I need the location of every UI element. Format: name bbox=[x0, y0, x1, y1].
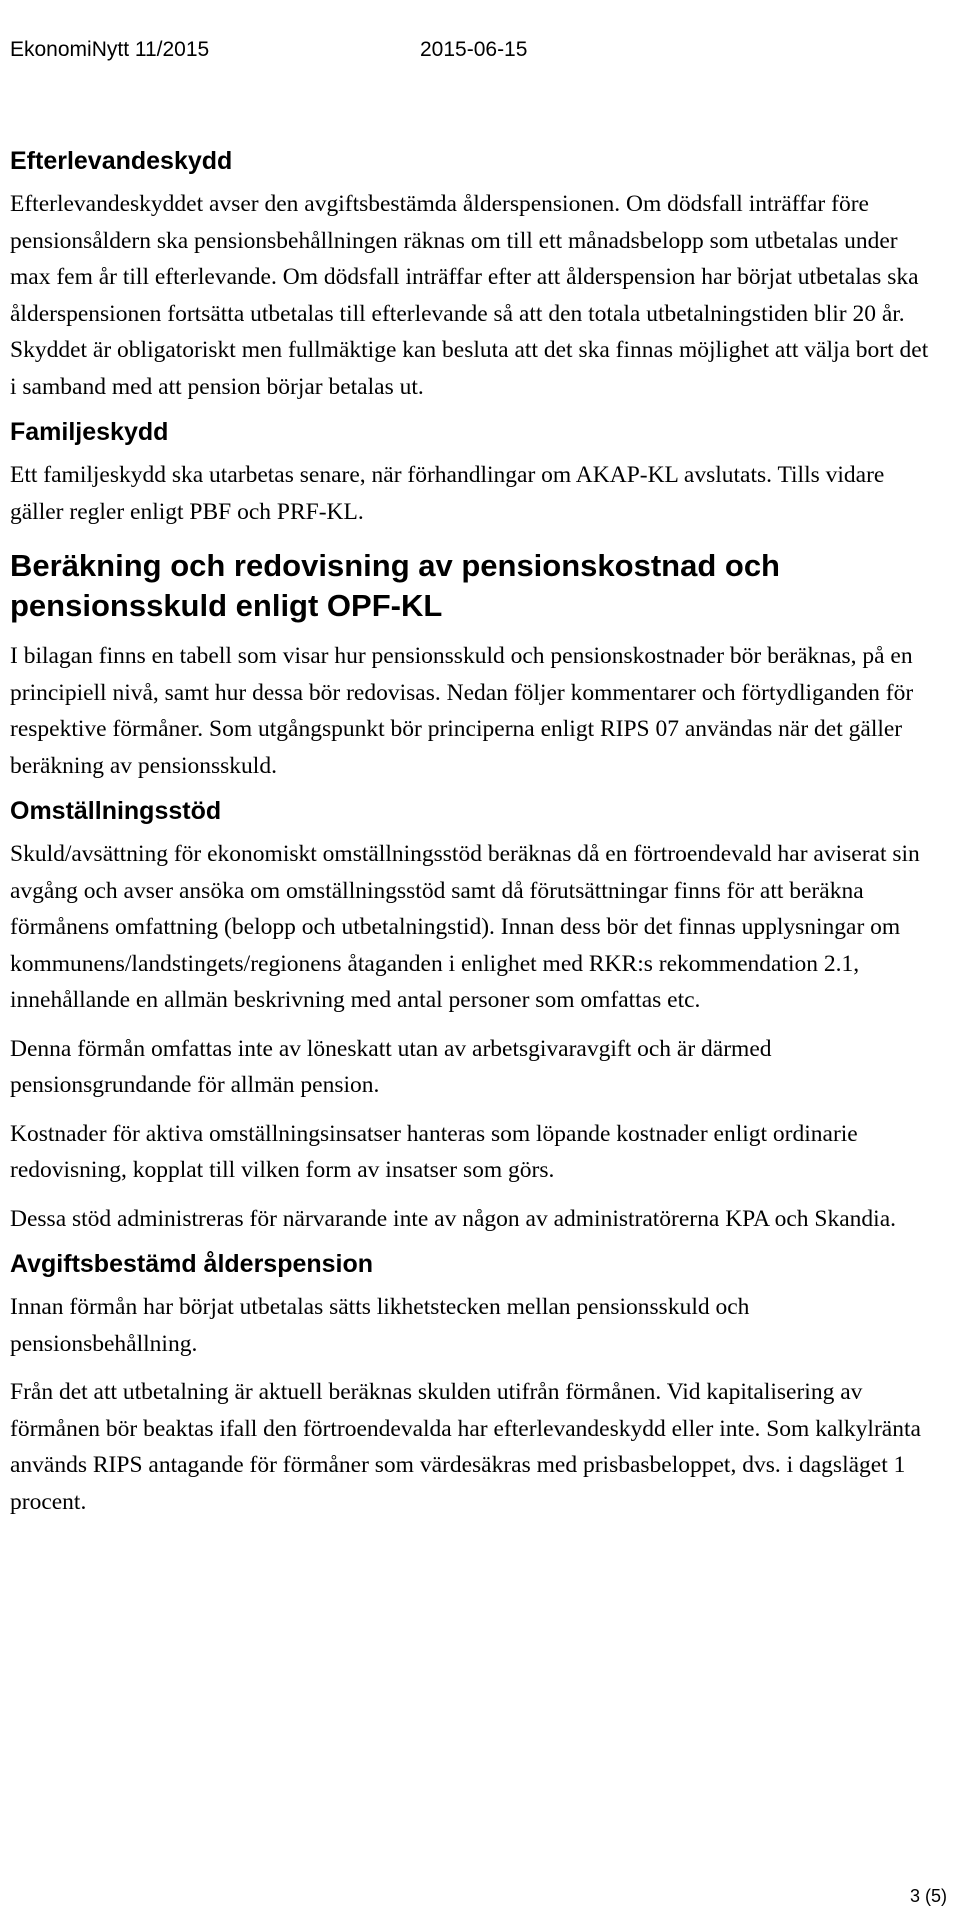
publication-name: EkonomiNytt 11/2015 bbox=[10, 38, 210, 61]
paragraph: Denna förmån omfattas inte av löneskatt utan av arbetsgivaravgift och är därmed pensionsgrundande för allmän pension. bbox=[10, 1035, 772, 1098]
section-heading: Efterlevandeskydd bbox=[10, 147, 233, 175]
paragraph: I bilagan finns en tabell som visar hur pensionsskuld och pensionskostnader bör beräknas, på en principiell nivå, samt hur dessa bör redovisas. Nedan följer kommentarer och förtydliganden för respektive förmåner. Som utgångspunkt bör principerna enligt RIPS 07 användas när det gäller beräkning av pensionsskuld. bbox=[10, 643, 914, 779]
page-number: 3 (5) bbox=[910, 1886, 948, 1906]
section-heading: Avgiftsbestämd ålderspension bbox=[10, 1250, 374, 1278]
main-heading: Beräkning och redovisning av pensionskostnad och pensionsskuld enligt OPF-KL bbox=[10, 548, 780, 623]
section-omstallningsstod bbox=[10, 796, 938, 1237]
paragraph: Skuld/avsättning för ekonomiskt omställningsstöd beräknas då en förtroendevald har aviserat sin avgång och avser ansöka om omställningsstöd samt då förutsättningar finns för att beräkna förmånens omfattning (belopp och utbetalningstid). Innan dess bör det finnas upplysningar om kommunens/landstingets/regionens åtaganden i enlighet med RKR:s rekommendation 2.1, innehållande en allmän beskrivning med antal personer som omfattas etc. bbox=[10, 841, 920, 1013]
paragraph: Ett familjeskydd ska utarbetas senare, när förhandlingar om AKAP-KL avslutats. Tills vidare gäller regler enligt PBF och PRF-KL. bbox=[10, 462, 885, 525]
paragraph: Från det att utbetalning är aktuell beräknas skulden utifrån förmånen. Vid kapitalisering av förmånen bör beaktas ifall den förtroendevalda har efterlevandeskydd eller inte. Som kalkylränta används RIPS antagande för förmåner som värdesäkras med prisbasbeloppet, dvs. i dagsläget 1 procent. bbox=[10, 1379, 921, 1515]
paragraph: Dessa stöd administreras för närvarande inte av någon av administratörerna KPA och Skandia. bbox=[10, 1205, 897, 1232]
section-efterlevandeskydd bbox=[10, 146, 938, 405]
publication-date: 2015-06-15 bbox=[420, 38, 528, 61]
paragraph: Kostnader för aktiva omställningsinsatser hanteras som löpande kostnader enligt ordinarie redovisning, kopplat till vilken form av insatser som görs. bbox=[10, 1120, 858, 1183]
section-berakning bbox=[10, 546, 938, 784]
section-familjeskydd bbox=[10, 417, 938, 530]
paragraph: Innan förmån har börjat utbetalas sätts likhetstecken mellan pensionsskuld och pensionsbehållning. bbox=[10, 1294, 750, 1357]
paragraph: Efterlevandeskyddet avser den avgiftsbestämda ålderspensionen. Om dödsfall inträffar före pensionsåldern ska pensionsbehållningen räknas om till ett månadsbelopp som utbetalas under max fem år till efterlevande. Om dödsfall inträffar efter att ålderspension har börjat utbetalas ska ålderspensionen fortsätta utbetalas till efterlevande så att den totala utbetalningstiden blir 20 år. Skyddet är obligatoriskt men fullmäktige kan besluta att det ska finnas möjlighet att välja bort det i samband med att pension börjar betalas ut. bbox=[10, 191, 929, 400]
section-heading: Omställningsstöd bbox=[10, 797, 222, 825]
section-heading: Familjeskydd bbox=[10, 418, 169, 446]
document-body bbox=[10, 146, 938, 1532]
page-header bbox=[10, 38, 950, 68]
section-avgiftsbestamd bbox=[10, 1249, 938, 1520]
